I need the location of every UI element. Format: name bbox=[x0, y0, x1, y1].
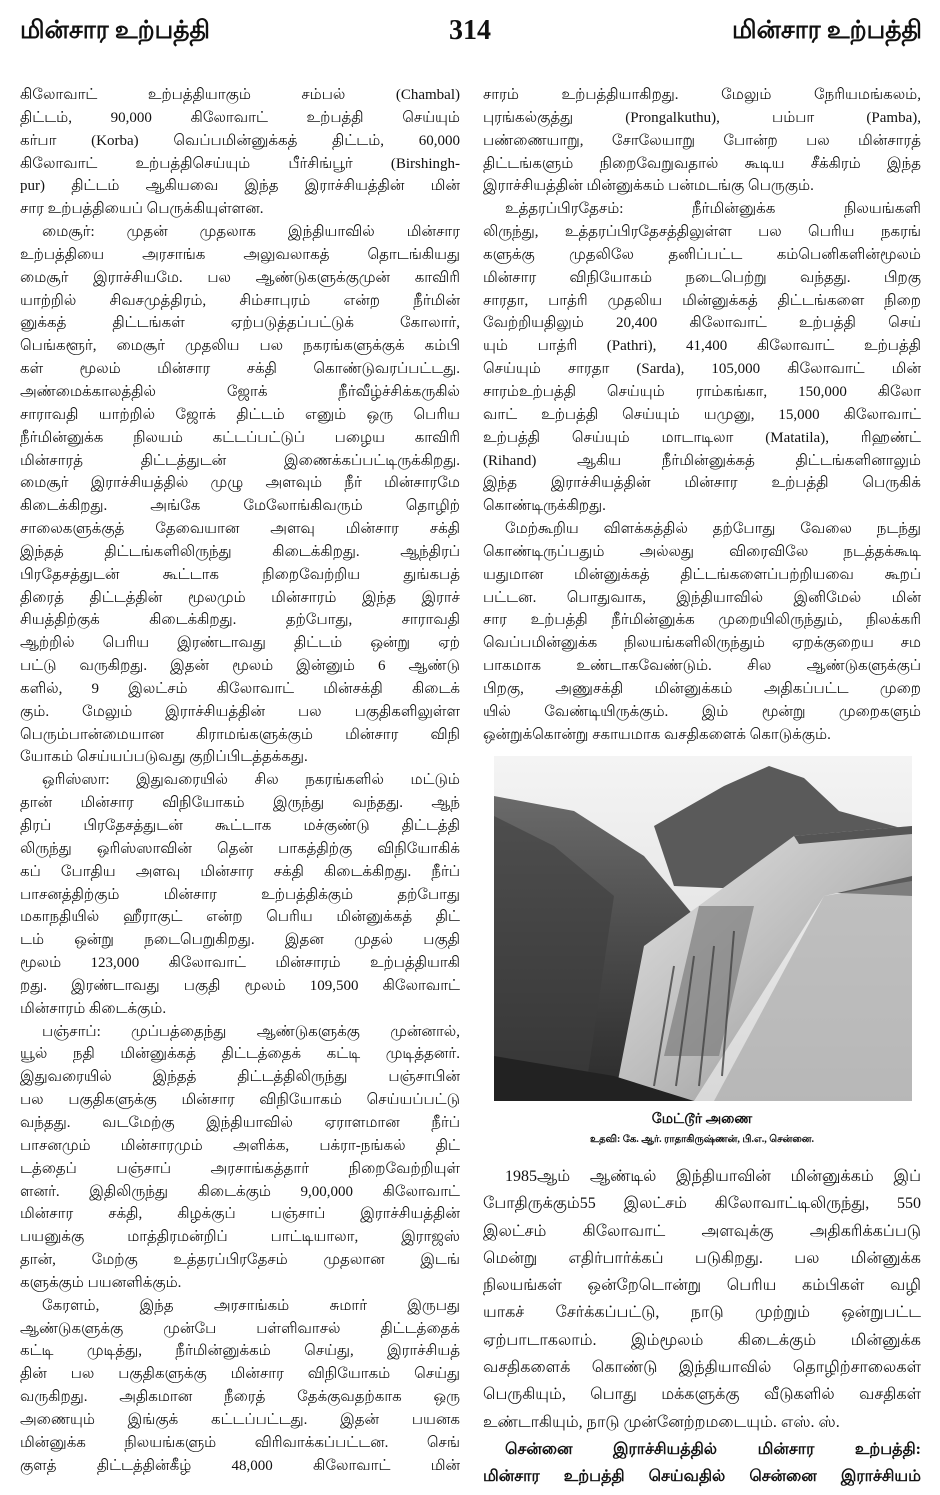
text-line: மைசூர் இராச்சியமே. பல ஆண்டுகளுக்குமுன் காவிரி bbox=[20, 269, 460, 286]
text-line: னுக்கத் திட்டங்கள் ஏற்படுத்தப்பட்டுக் கோலார், bbox=[20, 315, 460, 332]
text-line: மைசூர்: முதன் முதலாக இந்தியாவில் மின்சார bbox=[42, 224, 460, 241]
running-head-right: மின்சார உற்பத்தி bbox=[732, 17, 922, 44]
text-line: உண்டாகியும், நாடு முன்னேற்றமடையும். எஸ். ஸ். bbox=[483, 1413, 840, 1431]
text-line: மின்சாரத் திட்டத்துடன் இணைக்கப்பட்டிருக்கிறது. bbox=[20, 452, 460, 469]
text-line: பட்டன. பொதுவாக, இந்தியாவில் இனிமேல் மின் bbox=[483, 589, 921, 606]
text-line: செய்யும் சாரதா (Sarda), 105,000 கிலோவாட் மின் bbox=[483, 361, 921, 378]
text-line: பிரதேசத்துடன் கூட்டாக நிறைவேற்றிய துங்கபத் bbox=[20, 566, 460, 583]
text-line: மின்சார விநியோகம் நடைபெற்று வந்தது. பிறகு bbox=[483, 269, 921, 286]
text-line: கிலோவாட் உற்பத்திசெய்யும் பீர்சிங்பூர் (Birshingh- bbox=[20, 155, 460, 172]
text-line: கப் போதிய அளவு மின்சார சக்தி கிடைக்கிறது. நீர்ப் bbox=[20, 863, 460, 880]
text-line: யில் வேண்டியிருக்கும். இம் மூன்று முறைகளும் bbox=[483, 703, 921, 720]
text-line: தான், மேற்கு உத்தரப்பிரதேசம் முதலான இடங் bbox=[20, 1252, 460, 1269]
text-line: ளனர். இதிலிருந்து கிடைக்கும் 9,00,000 கிலோவாட் bbox=[20, 1183, 460, 1200]
text-line: யாற்றில் சிவசமுத்திரம், சிம்சாபுரம் என்ற நீர்மின் bbox=[20, 292, 460, 309]
text-line: கர்பா (Korba) வெப்பமின்னுக்கத் திட்டம், 60,000 bbox=[20, 132, 460, 149]
right-column-bottom bbox=[483, 1163, 921, 1491]
text-line: இலட்சம் கிலோவாட் அளவுக்கு அதிகரிக்கப்படு bbox=[483, 1222, 921, 1240]
text-line: உத்தரப்பிரதேசம்: நீர்மின்னுக்க நிலயங்களி bbox=[505, 201, 921, 218]
text-line: மேற்கூறிய விளக்கத்தில் தற்போது வேலை நடந்து bbox=[505, 521, 921, 538]
dam-photo bbox=[494, 756, 912, 1101]
paragraph bbox=[20, 1295, 460, 1478]
text-line: பாசனமும் மின்சாரமும் அளிக்க, பக்ரா-நங்கல் திட் bbox=[20, 1137, 460, 1154]
running-head-left: மின்சார உற்பத்தி bbox=[20, 17, 210, 44]
text-line: டம் ஒன்று நடைபெறுகிறது. இதன முதல் பகுதி bbox=[20, 932, 460, 949]
text-line: புரங்கல்குத்து (Prongalkuthu), பம்பா (Pamba), bbox=[483, 109, 921, 126]
text-line: சாலைகளுக்குத் தேவையான அளவு மின்சார சக்தி bbox=[20, 521, 460, 538]
paragraph bbox=[483, 198, 921, 518]
text-line: கேரளம், இந்த அரசாங்கம் சுமார் இருபது bbox=[42, 1297, 460, 1314]
text-line: பயனுக்கு மாத்திரமன்றிப் பாட்டியாலா, இராஜஸ் bbox=[20, 1229, 460, 1246]
text-line: அண்மைக்காலத்தில் ஜோக் நீர்வீழ்ச்சிக்கருகில் bbox=[20, 383, 460, 400]
text-line: கட்டி முடித்து, நீர்மின்னுக்கம் செய்து, இராச்சியத் bbox=[20, 1343, 460, 1360]
text-line: உற்பத்தியை அரசாங்க அலுவலாகத் தொடங்கியது bbox=[20, 246, 460, 263]
text-line: பாசனத்திற்கும் மின்சார உற்பத்திக்கும் தற்போது bbox=[20, 886, 460, 903]
paragraph bbox=[20, 769, 460, 1020]
text-line: மூலம் 123,000 கிலோவாட் மின்சாரம் உற்பத்தியாகி bbox=[20, 955, 460, 972]
text-line: கிடைக்கிறது. அங்கே மேலோங்கிவரும் தொழிற் bbox=[20, 498, 460, 515]
text-line: சியத்திற்குக் கிடைக்கிறது. தற்போது, சாராவதி bbox=[20, 612, 460, 629]
text-line: ஒரிஸ்ஸா: இதுவரையில் சில நகரங்களில் மட்டும் bbox=[42, 772, 460, 789]
text-line: pur) திட்டம் ஆகியவை இந்த இராச்சியத்தின் மின் bbox=[20, 178, 460, 195]
text-line: ஏற்பாடாகலாம். இம்மூலம் கிடைக்கும் மின்னுக்க bbox=[483, 1331, 921, 1349]
text-line: வருகிறது. அதிகமான நீரைத் தேக்குவதற்காக ஒரு bbox=[20, 1389, 460, 1406]
text-line: இராச்சியத்தின் மின்னுக்கம் பன்மடங்கு பெருகும். bbox=[483, 178, 814, 195]
text-line: களில், 9 இலட்சம் கிலோவாட் மின்சக்தி கிடைக் bbox=[20, 680, 460, 697]
paragraph bbox=[20, 84, 460, 221]
text-line: கொண்டிருக்கிறது. bbox=[483, 498, 606, 515]
text-line: சாரம்உற்பத்தி செய்யும் ராம்கங்கா, 150,000 கிலோ bbox=[483, 383, 921, 400]
text-line: சார உற்பத்தியைப் பெருக்கியுள்ளன. bbox=[20, 201, 264, 218]
text-line: யதுமான மின்னுக்கத் திட்டங்களைப்பற்றியவை கூறப் bbox=[483, 566, 921, 583]
text-line: மின்சார உற்பத்தி செய்வதில் சென்னை இராச்சியம் bbox=[483, 1468, 921, 1486]
text-line: மின்சாரம் கிடைக்கும். bbox=[20, 1000, 167, 1017]
text-line: இந்த இராச்சியத்தின் மின்சார உற்பத்தி பெருகிக் bbox=[483, 475, 921, 492]
text-line: வசதிகளைக் கொண்டு இந்தியாவில் தொழிற்சாலைகள் bbox=[483, 1359, 921, 1377]
text-line: மென்று எதிர்பார்க்கப் படுகிறது. பல மின்னுக்க bbox=[483, 1249, 921, 1267]
left-column bbox=[20, 84, 460, 1477]
text-line: லிருந்து ஒரிஸ்ஸாவின் தென் பாகத்திற்கு விநியோகிக் bbox=[20, 840, 460, 857]
text-line: பல பகுதிகளுக்கு மின்சார விநியோகம் செய்யப்பட்டு bbox=[20, 1092, 460, 1109]
text-line: பிறகு, அணுசக்தி மின்னுக்கம் அதிகப்பட்ட முறை bbox=[483, 680, 921, 697]
figure-caption: மேட்டூர் அணை bbox=[651, 1112, 753, 1127]
text-line: மின்சார சக்தி, கிழக்குப் பஞ்சாப் இராச்சியத்தின் bbox=[20, 1206, 460, 1223]
text-line: களுக்கும் பயனளிக்கும். bbox=[20, 1274, 182, 1291]
text-line: தின் பல பகுதிகளுக்கு மின்சார விநியோகம் செய்து bbox=[20, 1366, 460, 1383]
text-line: போதிருக்கும்55 இலட்சம் கிலோவாட்டிலிருந்து, 550 bbox=[483, 1195, 921, 1213]
text-line: கொண்டிருப்பதும் அல்லது விரைவிலே நடத்தக்கூடி bbox=[483, 543, 921, 560]
text-line: கும். மேலும் இராச்சியத்தின் பல பகுதிகளிலுள்ள bbox=[20, 703, 460, 720]
text-line: பண்ணையாறு, சோலேயாறு போன்ற பல மின்சாரத் bbox=[483, 132, 921, 149]
text-line: சார உற்பத்தி நீர்மின்னுக்க முறையிலிருந்தும், நிலக்கரி bbox=[483, 612, 921, 629]
text-line: ஒன்றுக்கொன்று சகாயமாக வசதிகளைக் கொடுக்கும். bbox=[483, 726, 831, 743]
text-line: இதுவரையில் இந்தத் திட்டத்திலிருந்து பஞ்சாபின் bbox=[20, 1069, 460, 1086]
text-line: சென்னை இராச்சியத்தில் மின்சார உற்பத்தி: bbox=[505, 1440, 921, 1458]
text-line: மகாநதியில் ஹீராகுட் என்ற பெரிய மின்னுக்கத் திட் bbox=[20, 909, 460, 926]
text-line: யும் பாத்ரி (Pathri), 41,400 கிலோவாட் உற்பத்தி bbox=[483, 338, 921, 355]
text-line: உற்பத்தி செய்யும் மாடாடிலா (Matatila), ரிஹண்ட் bbox=[483, 429, 921, 446]
text-line: ஆற்றில் பெரிய இரண்டாவது திட்டம் ஒன்று ஏற் bbox=[20, 635, 460, 652]
text-line: வந்தது. வடமேற்கு இந்தியாவில் ஏராளமான நீர்ப் bbox=[20, 1114, 460, 1131]
text-line: வேற்றியதிலும் 20,400 கிலோவாட் உற்பத்தி செய் bbox=[483, 315, 921, 332]
text-line: கிலோவாட் உற்பத்தியாகும் சம்பல் (Chambal) bbox=[20, 87, 460, 103]
text-line: நீர்மின்னுக்க நிலயம் கட்டப்பட்டுப் பழைய காவிரி bbox=[20, 429, 460, 446]
text-line: இந்தத் திட்டங்களிலிருந்து கிடைக்கிறது. ஆந்திரப் bbox=[20, 543, 460, 560]
dam-photo-image bbox=[494, 756, 912, 1101]
text-line: பெரும்பான்மையான கிராமங்களுக்கும் மின்சார விநி bbox=[20, 726, 460, 743]
text-line: பெங்களூர், மைசூர் முதலிய பல நகரங்களுக்குக் கம்பி bbox=[20, 338, 460, 355]
text-line: பட்டு வருகிறது. இதன் மூலம் இன்னும் 6 ஆண்டு bbox=[20, 658, 460, 675]
page-number: 314 bbox=[449, 15, 491, 46]
right-column-top bbox=[483, 84, 921, 746]
text-line: வாட் உற்பத்தி செய்யும் யமுனு, 15,000 கிலோவாட் bbox=[483, 406, 921, 423]
text-line: மைசூர் இராச்சியத்தில் முழு அளவும் நீர் மின்சாரமே bbox=[20, 475, 460, 492]
text-line: நிலயங்கள் ஒன்றேடொன்று பெரிய கம்பிகள் வழி bbox=[483, 1277, 921, 1295]
text-line: கள் மூலம் மின்சார சக்தி கொண்டுவரப்பட்டது. bbox=[20, 361, 460, 378]
figure-credit: உதவி: கே. ஆர். ராதாகிருஷ்ணன், பி.எ., சென்னை. bbox=[590, 1134, 814, 1145]
text-line: யூல் நதி மின்னுக்கத் திட்டத்தைக் கட்டி முடித்தனர். bbox=[20, 1046, 460, 1063]
text-line: சாரதா, பாத்ரி முதலிய மின்னுக்கத் திட்டங்களை நிறை bbox=[483, 292, 921, 309]
text-line: அணையும் இங்குக் கட்டப்பட்டது. இதன் பயனக bbox=[20, 1411, 460, 1428]
text-line: சாரம் உற்பத்தியாகிறது. மேலும் நேரியமங்கலம், bbox=[483, 87, 921, 103]
paragraph bbox=[483, 1163, 921, 1436]
paragraph bbox=[20, 1021, 460, 1295]
text-line: லிருந்து, உத்தரப்பிரதேசத்திலுள்ள பல பெரிய நகரங் bbox=[483, 224, 921, 241]
text-line: மின்னுக்க நிலயங்களும் விரிவாக்கப்பட்டன. செங் bbox=[20, 1434, 460, 1451]
text-line: 1985ஆம் ஆண்டில் இந்தியாவின் மின்னுக்கம் இப் bbox=[505, 1168, 921, 1185]
text-line: திரைத் திட்டத்தின் மூலமும் மின்சாரம் இந்த இராச் bbox=[20, 589, 460, 606]
text-line: திட்டங்களும் நிறைவேறுவதால் கூடிய சீக்கிரம் இந்த bbox=[483, 155, 921, 172]
text-line: வெப்பமின்னுக்க நிலயங்களிலிருந்தும் ஏறக்குறைய சம bbox=[483, 635, 921, 652]
text-line: தான் மின்சார விநியோகம் இருந்து வந்தது. ஆந் bbox=[20, 795, 460, 812]
text-line: பாகமாக உண்டாகவேண்டும். சில ஆண்டுகளுக்குப் bbox=[483, 658, 921, 675]
text-line: பெருகியும், பொது மக்களுக்கு வீடுகளில் வசதிகள் bbox=[483, 1386, 921, 1404]
text-line: யாகச் சேர்க்கப்பட்டு, நாடு முற்றும் ஒன்றுபட்ட bbox=[483, 1304, 921, 1322]
text-line: திரப் பிரதேசத்துடன் கூட்டாக மச்குண்டு திட்டத்தி bbox=[20, 818, 460, 834]
paragraph bbox=[483, 84, 921, 198]
text-line: குளத் திட்டத்தின்கீழ் 48,000 கிலோவாட் மின் bbox=[20, 1457, 460, 1474]
text-line: யோகம் செய்யப்படுவது குறிப்பிடத்தக்கது. bbox=[20, 749, 308, 766]
text-line: சாராவதி யாற்றில் ஜோக் திட்டம் எனும் ஒரு பெரிய bbox=[20, 406, 460, 423]
text-line: (Rihand) ஆகிய நீர்மின்னுக்கத் திட்டங்களினாலும் bbox=[483, 452, 921, 469]
text-line: ஆண்டுகளுக்கு முன்பே பள்ளிவாசல் திட்டத்தைக் bbox=[20, 1320, 460, 1337]
paragraph bbox=[483, 518, 921, 746]
paragraph bbox=[20, 221, 460, 769]
paragraph bbox=[483, 1436, 921, 1491]
text-line: றது. இரண்டாவது பகுதி மூலம் 109,500 கிலோவாட் bbox=[20, 977, 460, 994]
text-line: டத்தைப் பஞ்சாப் அரசாங்கத்தார் நிறைவேற்றியுள் bbox=[20, 1160, 460, 1177]
text-line: களுக்கு முதலிலே தனிப்பட்ட கம்பெனிகளின்மூலம் bbox=[483, 246, 921, 263]
text-line: பஞ்சாப்: முப்பத்தைந்து ஆண்டுகளுக்கு முன்னால், bbox=[42, 1023, 460, 1040]
text-line: திட்டம், 90,000 கிலோவாட் உற்பத்தி செய்யும் bbox=[20, 109, 460, 126]
